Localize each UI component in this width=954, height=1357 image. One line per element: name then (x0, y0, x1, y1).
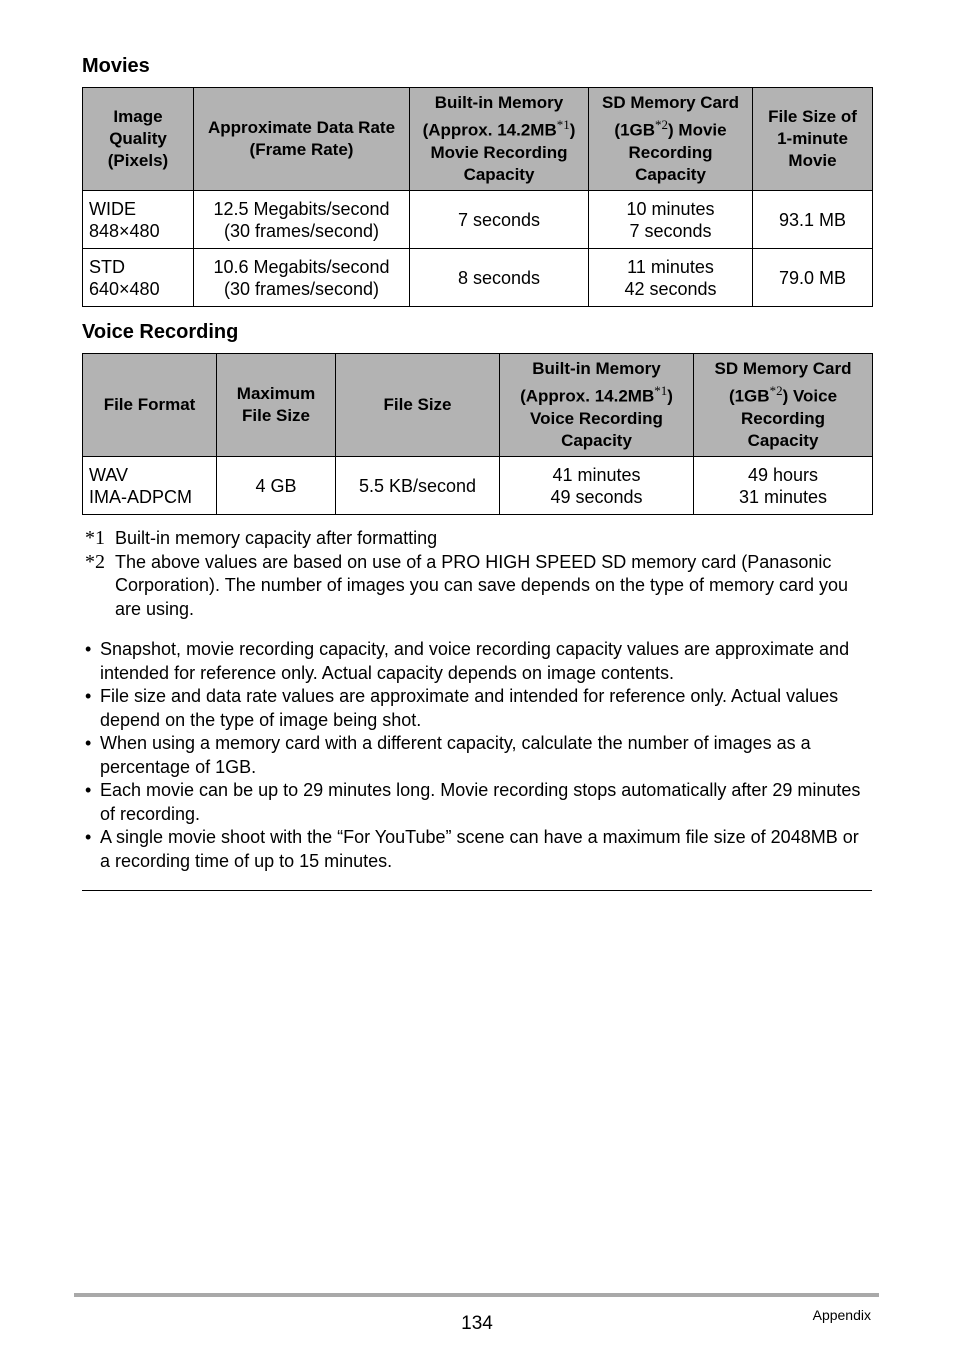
list-item-text: File size and data rate values are approximate and intended for reference only. Actual values depend on the type of image being shot. (100, 686, 839, 730)
voice-header-row (83, 354, 873, 457)
list-item-text: Snapshot, movie recording capacity, and voice recording capacity values are approximate and intended for reference only. Actual capacity depends on image contents. (100, 639, 850, 683)
bullet-icon: • (85, 780, 92, 800)
list-item (82, 779, 872, 826)
list-item (82, 732, 872, 779)
list-item-text: Each movie can be up to 29 minutes long. Movie recording stops automatically after 29 minutes of recording. (100, 780, 861, 824)
movies-header-row (83, 88, 873, 191)
bullet-icon: • (85, 639, 92, 659)
header-cell: Approximate Data Rate (Frame Rate) (194, 88, 410, 191)
footer-divider (74, 1293, 879, 1297)
section-label: Appendix (812, 1307, 871, 1323)
table-cell: 7 seconds (410, 191, 589, 249)
footnote (82, 527, 872, 551)
header-cell: Built-in Memory (Approx. 14.2MB$^{*1}$) Movie Recording Capacity (410, 88, 589, 191)
list-item (82, 638, 872, 685)
table-cell: 4 GB (217, 457, 336, 515)
header-cell: File Size of 1-minute Movie (753, 88, 873, 191)
footnote (82, 551, 872, 622)
table-cell: 41 minutes 49 seconds (500, 457, 694, 515)
table-cell: 10 minutes 7 seconds (589, 191, 753, 249)
section-divider (82, 890, 872, 891)
list-item (82, 685, 872, 732)
table-cell: 5.5 KB/second (336, 457, 500, 515)
notes-list (82, 638, 872, 873)
voice-recording-heading: Voice Recording (82, 321, 239, 343)
table-cell: 11 minutes 42 seconds (589, 249, 753, 307)
footnote-text: Built-in memory capacity after formatting (115, 528, 438, 548)
table-row (83, 249, 873, 307)
footnote-text: The above values are based on use of a PRO HIGH SPEED SD memory card (Panasonic Corporation). The number of images you can save depends on the type of memory card you are using. (115, 551, 849, 619)
table-cell: STD 640×480 (83, 249, 194, 307)
voice-table (82, 353, 873, 515)
movies-heading: Movies (82, 55, 150, 77)
movies-table (82, 87, 873, 307)
table-cell: 79.0 MB (753, 249, 873, 307)
table-cell: 10.6 Megabits/second (30 frames/second) (194, 249, 410, 307)
footnote-mark: *1 (85, 527, 105, 549)
table-row (83, 457, 873, 515)
bullet-icon: • (85, 733, 92, 753)
table-cell: WAV IMA-ADPCM (83, 457, 217, 515)
table-row (83, 191, 873, 249)
bullet-icon: • (85, 686, 92, 706)
header-cell: File Size (336, 354, 500, 457)
footnote-mark: *2 (85, 550, 105, 573)
list-item (82, 826, 872, 873)
list-item-text: When using a memory card with a different capacity, calculate the number of images as a percentage of 1GB. (100, 733, 811, 777)
table-cell: 49 hours 31 minutes (694, 457, 873, 515)
table-cell: 93.1 MB (753, 191, 873, 249)
header-cell: Built-in Memory (Approx. 14.2MB$^{*1}$) Voice Recording Capacity (500, 354, 694, 457)
bullet-icon: • (85, 827, 92, 847)
list-item-text: A single movie shoot with the “For YouTube” scene can have a maximum file size of 2048MB or a recording time of up to 15 minutes. (100, 827, 859, 871)
table-cell: 8 seconds (410, 249, 589, 307)
header-cell: File Format (83, 354, 217, 457)
header-cell: SD Memory Card (1GB$^{*2}$) Movie Recording Capacity (589, 88, 753, 191)
header-cell: Maximum File Size (217, 354, 336, 457)
header-cell: Image Quality (Pixels) (83, 88, 194, 191)
footnotes (82, 527, 872, 621)
page-number: 134 (461, 1313, 493, 1334)
table-cell: 12.5 Megabits/second (30 frames/second) (194, 191, 410, 249)
table-cell: WIDE 848×480 (83, 191, 194, 249)
header-cell: SD Memory Card (1GB$^{*2}$) Voice Recording Capacity (694, 354, 873, 457)
